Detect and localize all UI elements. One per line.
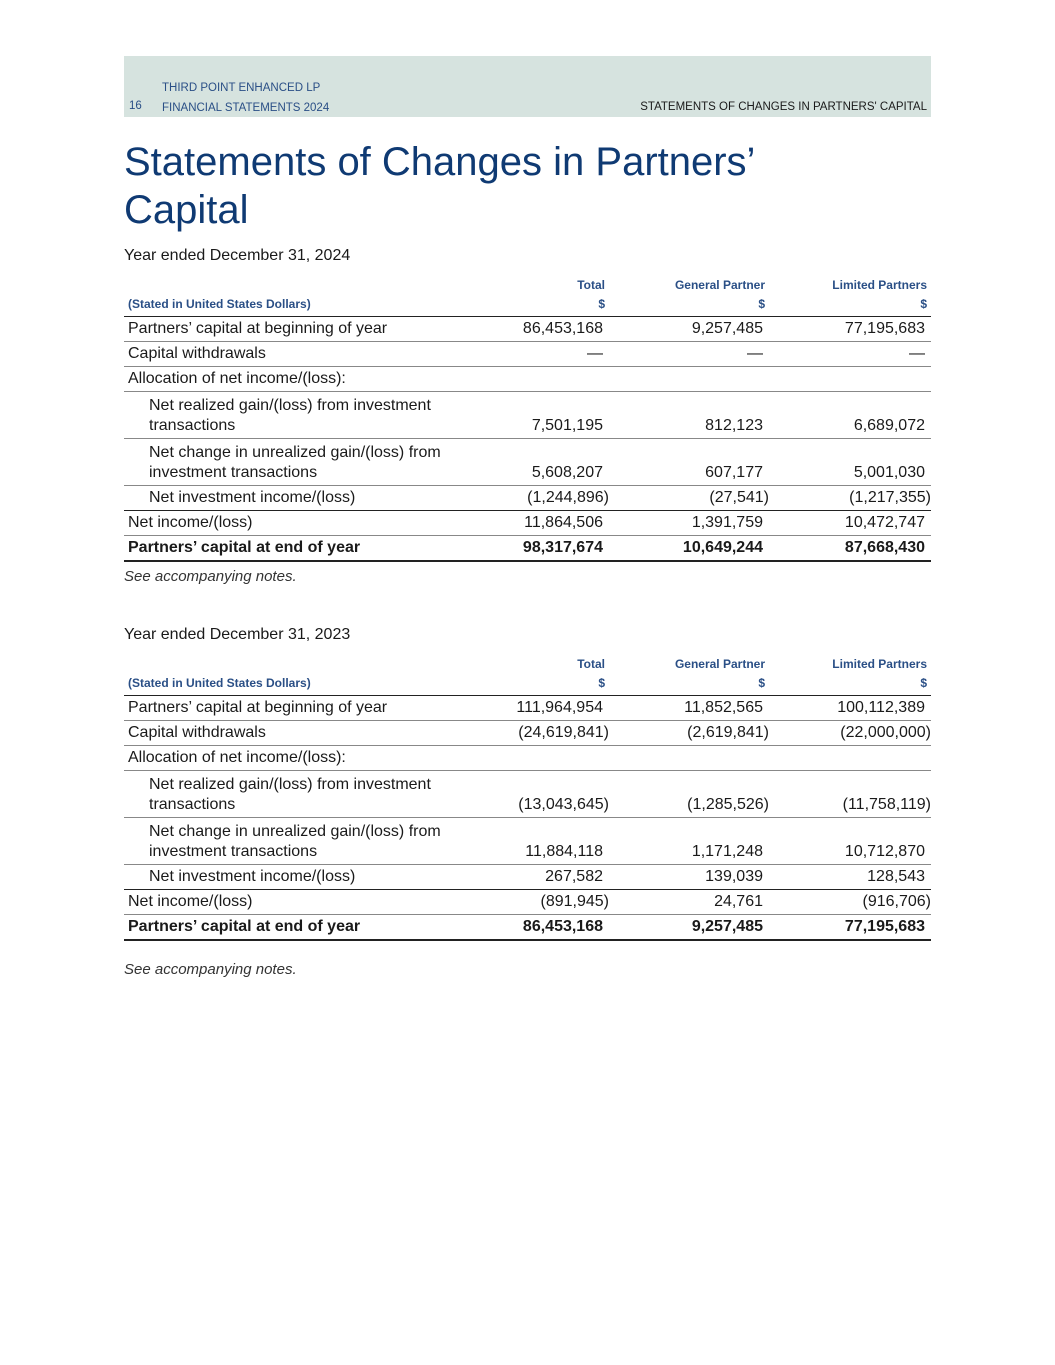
value-lp: 10,712,870 <box>769 818 931 865</box>
accompanying-notes-2024: See accompanying notes. <box>124 568 297 585</box>
value-total: 11,884,118 <box>449 818 609 865</box>
row-label: Partners’ capital at beginning of year <box>124 317 449 342</box>
row-net-unrealized <box>124 439 931 486</box>
value-gp: (27,541) <box>609 486 769 511</box>
value-gp: (1,285,526) <box>609 771 769 818</box>
row-allocation-heading <box>124 367 931 392</box>
row-capital-withdrawals <box>124 342 931 367</box>
value-gp: 139,039 <box>609 865 769 890</box>
units-label: (Stated in United States Dollars) <box>124 671 449 696</box>
row-label: Allocation of net income/(loss): <box>124 746 449 771</box>
value-total: 7,501,195 <box>449 392 609 439</box>
value-gp: 24,761 <box>609 890 769 915</box>
row-net-income <box>124 511 931 536</box>
column-general-partner: General Partner <box>674 657 765 671</box>
column-header-row <box>124 274 931 292</box>
period-heading-2024: Year ended December 31, 2024 <box>124 247 351 264</box>
value-gp: 9,257,485 <box>609 915 769 941</box>
row-label: Partners’ capital at beginning of year <box>124 696 449 721</box>
value-gp: 812,123 <box>609 392 769 439</box>
currency-gp: $ <box>609 671 769 696</box>
row-net-unrealized <box>124 818 931 865</box>
value-total: (24,619,841) <box>449 721 609 746</box>
row-ending-capital <box>124 915 931 941</box>
currency-gp: $ <box>609 292 769 317</box>
value-total: 5,608,207 <box>449 439 609 486</box>
page-header <box>124 56 931 117</box>
value-lp: 6,689,072 <box>769 392 931 439</box>
statement-table-2023 <box>124 653 931 941</box>
column-limited-partners: Limited Partners <box>832 278 927 292</box>
value-total: 98,317,674 <box>449 536 609 562</box>
value-lp: (11,758,119) <box>769 771 931 818</box>
value-lp: 77,195,683 <box>769 915 931 941</box>
row-label: Net change in unrealized gain/(loss) from investment transactions <box>124 439 449 486</box>
section-name: STATEMENTS OF CHANGES IN PARTNERS' CAPITAL <box>640 101 927 113</box>
page-title: Statements of Changes in Partners’ Capital <box>124 140 754 232</box>
value-total: 86,453,168 <box>449 317 609 342</box>
value-lp: — <box>769 342 931 367</box>
row-label: Net investment income/(loss) <box>124 865 449 890</box>
value-gp: — <box>609 342 769 367</box>
value-gp: 9,257,485 <box>609 317 769 342</box>
row-label: Allocation of net income/(loss): <box>124 367 449 392</box>
blank-header <box>124 274 449 292</box>
column-total: Total <box>577 278 605 292</box>
row-label: Net change in unrealized gain/(loss) from investment transactions <box>124 818 449 865</box>
row-label: Net investment income/(loss) <box>124 486 449 511</box>
row-beginning-capital <box>124 317 931 342</box>
value-lp: 87,668,430 <box>769 536 931 562</box>
accompanying-notes-2023: See accompanying notes. <box>124 961 297 978</box>
page-number: 16 <box>129 100 142 112</box>
value-lp: (22,000,000) <box>769 721 931 746</box>
value-lp: 5,001,030 <box>769 439 931 486</box>
value-gp: 607,177 <box>609 439 769 486</box>
row-net-investment-income <box>124 486 931 511</box>
value-gp: (2,619,841) <box>609 721 769 746</box>
row-allocation-heading <box>124 746 931 771</box>
row-net-investment-income <box>124 865 931 890</box>
value-total: — <box>449 342 609 367</box>
column-limited-partners: Limited Partners <box>832 657 927 671</box>
value-gp: 1,171,248 <box>609 818 769 865</box>
fund-name: THIRD POINT ENHANCED LP <box>162 82 321 94</box>
row-beginning-capital <box>124 696 931 721</box>
row-label: Partners’ capital at end of year <box>124 915 449 941</box>
blank-header <box>124 653 449 671</box>
value-lp: 128,543 <box>769 865 931 890</box>
value-lp: (1,217,355) <box>769 486 931 511</box>
row-label: Net income/(loss) <box>124 511 449 536</box>
row-capital-withdrawals <box>124 721 931 746</box>
column-total: Total <box>577 657 605 671</box>
value-total: 86,453,168 <box>449 915 609 941</box>
document-name: FINANCIAL STATEMENTS 2024 <box>162 102 330 114</box>
currency-total: $ <box>449 671 609 696</box>
value-gp: 11,852,565 <box>609 696 769 721</box>
row-label: Partners’ capital at end of year <box>124 536 449 562</box>
row-label: Capital withdrawals <box>124 721 449 746</box>
value-total: (891,945) <box>449 890 609 915</box>
value-total: (13,043,645) <box>449 771 609 818</box>
value-total: (1,244,896) <box>449 486 609 511</box>
value-lp: 77,195,683 <box>769 317 931 342</box>
value-gp: 10,649,244 <box>609 536 769 562</box>
value-lp: 10,472,747 <box>769 511 931 536</box>
currency-lp: $ <box>769 292 931 317</box>
unit-header-row <box>124 671 931 696</box>
row-ending-capital <box>124 536 931 562</box>
unit-header-row <box>124 292 931 317</box>
column-general-partner: General Partner <box>674 278 765 292</box>
value-lp: (916,706) <box>769 890 931 915</box>
row-label: Net income/(loss) <box>124 890 449 915</box>
value-gp: 1,391,759 <box>609 511 769 536</box>
row-net-realized <box>124 392 931 439</box>
row-net-realized <box>124 771 931 818</box>
period-heading-2023: Year ended December 31, 2023 <box>124 626 351 643</box>
row-net-income <box>124 890 931 915</box>
currency-total: $ <box>449 292 609 317</box>
statement-table-2024 <box>124 274 931 562</box>
row-label: Net realized gain/(loss) from investment transactions <box>124 392 449 439</box>
value-lp: 100,112,389 <box>769 696 931 721</box>
row-label: Net realized gain/(loss) from investment transactions <box>124 771 449 818</box>
value-total: 111,964,954 <box>449 696 609 721</box>
value-total: 267,582 <box>449 865 609 890</box>
row-label: Capital withdrawals <box>124 342 449 367</box>
units-label: (Stated in United States Dollars) <box>124 292 449 317</box>
value-total: 11,864,506 <box>449 511 609 536</box>
column-header-row <box>124 653 931 671</box>
currency-lp: $ <box>769 671 931 696</box>
